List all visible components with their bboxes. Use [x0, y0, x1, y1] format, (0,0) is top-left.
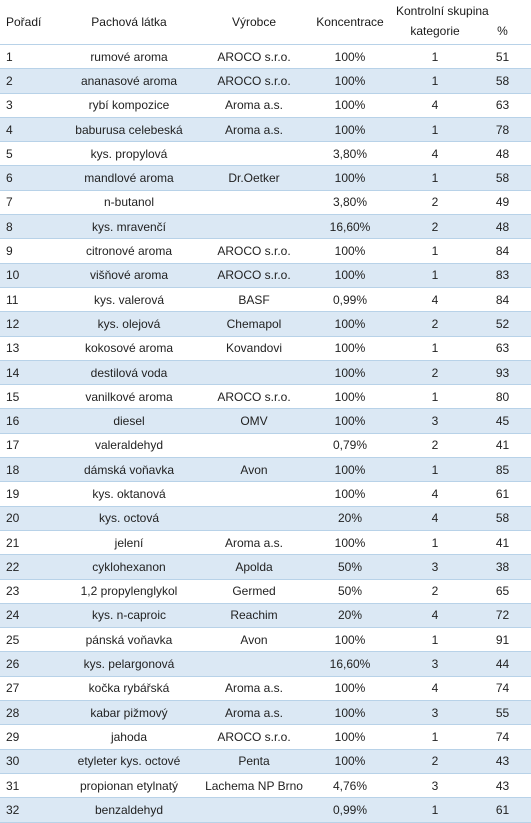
- table-row: [0, 530, 531, 554]
- cell-order: 25: [0, 628, 54, 652]
- cell-substance: rumové aroma: [54, 45, 204, 69]
- header-concentration: Koncentrace: [304, 0, 396, 45]
- cell-percent: 48: [474, 142, 531, 166]
- cell-concentration: 100%: [304, 117, 396, 141]
- cell-substance: etyleter kys. octové: [54, 749, 204, 773]
- cell-percent: 44: [474, 652, 531, 676]
- cell-order: 10: [0, 263, 54, 287]
- cell-order: 29: [0, 725, 54, 749]
- cell-maker: Reachim: [204, 603, 304, 627]
- cell-category: 4: [396, 287, 474, 311]
- cell-percent: 84: [474, 287, 531, 311]
- cell-substance: kys. oktanová: [54, 482, 204, 506]
- cell-substance: jahoda: [54, 725, 204, 749]
- table-row: [0, 142, 531, 166]
- table-body: [0, 45, 531, 823]
- cell-concentration: 50%: [304, 579, 396, 603]
- cell-substance: kys. n-caproic: [54, 603, 204, 627]
- cell-order: 4: [0, 117, 54, 141]
- cell-percent: 84: [474, 239, 531, 263]
- cell-category: 1: [396, 69, 474, 93]
- cell-maker: AROCO s.r.o.: [204, 239, 304, 263]
- cell-substance: kys. propylová: [54, 142, 204, 166]
- cell-category: 1: [396, 628, 474, 652]
- header-category: [396, 0, 489, 45]
- header-percent-label: %: [497, 24, 508, 38]
- table-row: [0, 798, 531, 822]
- table-row: [0, 336, 531, 360]
- cell-percent: 41: [474, 433, 531, 457]
- cell-maker: [204, 215, 304, 239]
- cell-order: 2: [0, 69, 54, 93]
- cell-maker: [204, 142, 304, 166]
- cell-order: 17: [0, 433, 54, 457]
- header-control-group: Kontrolní skupina: [396, 4, 489, 18]
- cell-order: 22: [0, 555, 54, 579]
- cell-substance: kabar pižmový: [54, 701, 204, 725]
- cell-maker: AROCO s.r.o.: [204, 45, 304, 69]
- header-category-label: kategorie: [410, 24, 460, 38]
- cell-substance: kys. pelargonová: [54, 652, 204, 676]
- cell-percent: 63: [474, 336, 531, 360]
- cell-percent: 74: [474, 676, 531, 700]
- cell-maker: AROCO s.r.o.: [204, 385, 304, 409]
- cell-substance: vanilkové aroma: [54, 385, 204, 409]
- table-row: [0, 555, 531, 579]
- cell-maker: Aroma a.s.: [204, 117, 304, 141]
- table-row: [0, 579, 531, 603]
- cell-category: 2: [396, 579, 474, 603]
- cell-order: 24: [0, 603, 54, 627]
- cell-concentration: 100%: [304, 360, 396, 384]
- cell-maker: [204, 506, 304, 530]
- cell-order: 1: [0, 45, 54, 69]
- table-row: [0, 749, 531, 773]
- table-row: [0, 773, 531, 797]
- cell-concentration: 100%: [304, 725, 396, 749]
- cell-maker: Germed: [204, 579, 304, 603]
- cell-substance: pánská voňavka: [54, 628, 204, 652]
- cell-order: 9: [0, 239, 54, 263]
- cell-maker: BASF: [204, 287, 304, 311]
- cell-order: 21: [0, 530, 54, 554]
- table-row: [0, 263, 531, 287]
- table-row: [0, 725, 531, 749]
- cell-category: 1: [396, 117, 474, 141]
- cell-category: 4: [396, 506, 474, 530]
- cell-percent: 72: [474, 603, 531, 627]
- cell-concentration: 100%: [304, 458, 396, 482]
- cell-percent: 43: [474, 749, 531, 773]
- cell-concentration: 100%: [304, 409, 396, 433]
- cell-category: 2: [396, 433, 474, 457]
- cell-percent: 48: [474, 215, 531, 239]
- cell-concentration: 0,99%: [304, 798, 396, 822]
- cell-category: 1: [396, 336, 474, 360]
- table-row: [0, 433, 531, 457]
- table-row: [0, 166, 531, 190]
- cell-concentration: 0,79%: [304, 433, 396, 457]
- cell-category: 1: [396, 239, 474, 263]
- cell-substance: višňové aroma: [54, 263, 204, 287]
- cell-category: 1: [396, 385, 474, 409]
- cell-concentration: 100%: [304, 701, 396, 725]
- cell-concentration: 100%: [304, 530, 396, 554]
- cell-order: 19: [0, 482, 54, 506]
- cell-order: 20: [0, 506, 54, 530]
- cell-category: 1: [396, 798, 474, 822]
- cell-percent: 80: [474, 385, 531, 409]
- cell-concentration: 100%: [304, 482, 396, 506]
- cell-substance: kočka rybářská: [54, 676, 204, 700]
- cell-maker: Aroma a.s.: [204, 530, 304, 554]
- cell-concentration: 100%: [304, 239, 396, 263]
- cell-category: 2: [396, 360, 474, 384]
- cell-order: 11: [0, 287, 54, 311]
- cell-percent: 93: [474, 360, 531, 384]
- cell-concentration: 20%: [304, 603, 396, 627]
- cell-percent: 51: [474, 45, 531, 69]
- cell-concentration: 3,80%: [304, 142, 396, 166]
- cell-substance: dámská voňavka: [54, 458, 204, 482]
- table-row: [0, 603, 531, 627]
- cell-category: 4: [396, 482, 474, 506]
- cell-concentration: 20%: [304, 506, 396, 530]
- cell-order: 15: [0, 385, 54, 409]
- table-row: [0, 506, 531, 530]
- table-row: [0, 287, 531, 311]
- cell-category: 2: [396, 190, 474, 214]
- cell-percent: 61: [474, 482, 531, 506]
- table-row: [0, 652, 531, 676]
- cell-maker: Penta: [204, 749, 304, 773]
- cell-concentration: 4,76%: [304, 773, 396, 797]
- cell-concentration: 100%: [304, 166, 396, 190]
- cell-maker: AROCO s.r.o.: [204, 263, 304, 287]
- cell-concentration: 50%: [304, 555, 396, 579]
- cell-category: 1: [396, 530, 474, 554]
- cell-substance: mandlové aroma: [54, 166, 204, 190]
- cell-order: 26: [0, 652, 54, 676]
- cell-concentration: 0,99%: [304, 287, 396, 311]
- cell-category: 1: [396, 458, 474, 482]
- cell-maker: Avon: [204, 628, 304, 652]
- cell-order: 18: [0, 458, 54, 482]
- table-row: [0, 93, 531, 117]
- cell-percent: 83: [474, 263, 531, 287]
- cell-percent: 43: [474, 773, 531, 797]
- cell-category: 4: [396, 603, 474, 627]
- cell-maker: OMV: [204, 409, 304, 433]
- table-row: [0, 239, 531, 263]
- cell-maker: [204, 482, 304, 506]
- header-order: Pořadí: [0, 0, 54, 45]
- cell-concentration: 100%: [304, 385, 396, 409]
- cell-category: 2: [396, 215, 474, 239]
- cell-maker: Dr.Oetker: [204, 166, 304, 190]
- cell-category: 1: [396, 725, 474, 749]
- cell-substance: ananasové aroma: [54, 69, 204, 93]
- cell-maker: Aroma a.s.: [204, 701, 304, 725]
- cell-substance: 1,2 propylenglykol: [54, 579, 204, 603]
- cell-percent: 55: [474, 701, 531, 725]
- cell-percent: 65: [474, 579, 531, 603]
- cell-concentration: 100%: [304, 312, 396, 336]
- cell-maker: Chemapol: [204, 312, 304, 336]
- cell-concentration: 100%: [304, 336, 396, 360]
- table-row: [0, 190, 531, 214]
- cell-substance: benzaldehyd: [54, 798, 204, 822]
- cell-concentration: 16,60%: [304, 215, 396, 239]
- table-row: [0, 676, 531, 700]
- cell-concentration: 100%: [304, 93, 396, 117]
- cell-concentration: 100%: [304, 263, 396, 287]
- cell-maker: Lachema NP Brno: [204, 773, 304, 797]
- cell-percent: 78: [474, 117, 531, 141]
- cell-category: 3: [396, 409, 474, 433]
- cell-concentration: 100%: [304, 628, 396, 652]
- cell-order: 13: [0, 336, 54, 360]
- cell-order: 31: [0, 773, 54, 797]
- cell-order: 12: [0, 312, 54, 336]
- cell-category: 4: [396, 142, 474, 166]
- cell-substance: baburusa celebeská: [54, 117, 204, 141]
- header-percent: [474, 0, 531, 45]
- cell-percent: 58: [474, 506, 531, 530]
- cell-order: 16: [0, 409, 54, 433]
- cell-concentration: 100%: [304, 69, 396, 93]
- table-row: [0, 312, 531, 336]
- cell-order: 32: [0, 798, 54, 822]
- cell-percent: 58: [474, 69, 531, 93]
- cell-percent: 41: [474, 530, 531, 554]
- cell-order: 7: [0, 190, 54, 214]
- cell-order: 30: [0, 749, 54, 773]
- cell-order: 5: [0, 142, 54, 166]
- cell-substance: n-butanol: [54, 190, 204, 214]
- header-maker: Výrobce: [204, 0, 304, 45]
- cell-category: 3: [396, 701, 474, 725]
- table-row: [0, 385, 531, 409]
- cell-concentration: 100%: [304, 676, 396, 700]
- cell-category: 1: [396, 166, 474, 190]
- table-row: [0, 628, 531, 652]
- cell-maker: Aroma a.s.: [204, 93, 304, 117]
- cell-substance: kys. valerová: [54, 287, 204, 311]
- cell-concentration: 16,60%: [304, 652, 396, 676]
- cell-substance: valeraldehyd: [54, 433, 204, 457]
- cell-concentration: 100%: [304, 45, 396, 69]
- cell-category: 1: [396, 45, 474, 69]
- cell-substance: kokosové aroma: [54, 336, 204, 360]
- cell-order: 6: [0, 166, 54, 190]
- cell-substance: diesel: [54, 409, 204, 433]
- cell-order: 23: [0, 579, 54, 603]
- cell-order: 3: [0, 93, 54, 117]
- cell-percent: 58: [474, 166, 531, 190]
- cell-maker: [204, 360, 304, 384]
- cell-maker: Kovandovi: [204, 336, 304, 360]
- cell-percent: 61: [474, 798, 531, 822]
- cell-category: 3: [396, 652, 474, 676]
- cell-maker: AROCO s.r.o.: [204, 69, 304, 93]
- cell-substance: kys. olejová: [54, 312, 204, 336]
- cell-substance: propionan etylnatý: [54, 773, 204, 797]
- cell-order: 27: [0, 676, 54, 700]
- cell-percent: 38: [474, 555, 531, 579]
- cell-concentration: 100%: [304, 749, 396, 773]
- cell-substance: cyklohexanon: [54, 555, 204, 579]
- table-row: [0, 701, 531, 725]
- cell-category: 4: [396, 93, 474, 117]
- cell-percent: 85: [474, 458, 531, 482]
- cell-percent: 45: [474, 409, 531, 433]
- cell-percent: 91: [474, 628, 531, 652]
- cell-percent: 52: [474, 312, 531, 336]
- table-row: [0, 117, 531, 141]
- cell-concentration: 3,80%: [304, 190, 396, 214]
- cell-substance: citronové aroma: [54, 239, 204, 263]
- cell-substance: destilová voda: [54, 360, 204, 384]
- table-row: [0, 69, 531, 93]
- cell-category: 2: [396, 749, 474, 773]
- cell-category: 2: [396, 312, 474, 336]
- table-row: [0, 409, 531, 433]
- cell-maker: AROCO s.r.o.: [204, 725, 304, 749]
- table-row: [0, 215, 531, 239]
- cell-percent: 49: [474, 190, 531, 214]
- cell-percent: 63: [474, 93, 531, 117]
- cell-maker: [204, 190, 304, 214]
- cell-order: 8: [0, 215, 54, 239]
- cell-order: 28: [0, 701, 54, 725]
- cell-substance: rybí kompozice: [54, 93, 204, 117]
- cell-order: 14: [0, 360, 54, 384]
- cell-maker: Apolda: [204, 555, 304, 579]
- cell-maker: [204, 652, 304, 676]
- cell-category: 1: [396, 263, 474, 287]
- header-substance: Pachová látka: [54, 0, 204, 45]
- table-row: [0, 45, 531, 69]
- cell-substance: jelení: [54, 530, 204, 554]
- table-row: [0, 458, 531, 482]
- cell-substance: kys. octová: [54, 506, 204, 530]
- cell-maker: Avon: [204, 458, 304, 482]
- cell-maker: Aroma a.s.: [204, 676, 304, 700]
- table-row: [0, 482, 531, 506]
- table-row: [0, 360, 531, 384]
- cell-maker: [204, 433, 304, 457]
- cell-substance: kys. mravenčí: [54, 215, 204, 239]
- cell-maker: [204, 798, 304, 822]
- cell-category: 3: [396, 555, 474, 579]
- cell-category: 4: [396, 676, 474, 700]
- table-header-row: [0, 0, 531, 45]
- cell-percent: 74: [474, 725, 531, 749]
- cell-category: 3: [396, 773, 474, 797]
